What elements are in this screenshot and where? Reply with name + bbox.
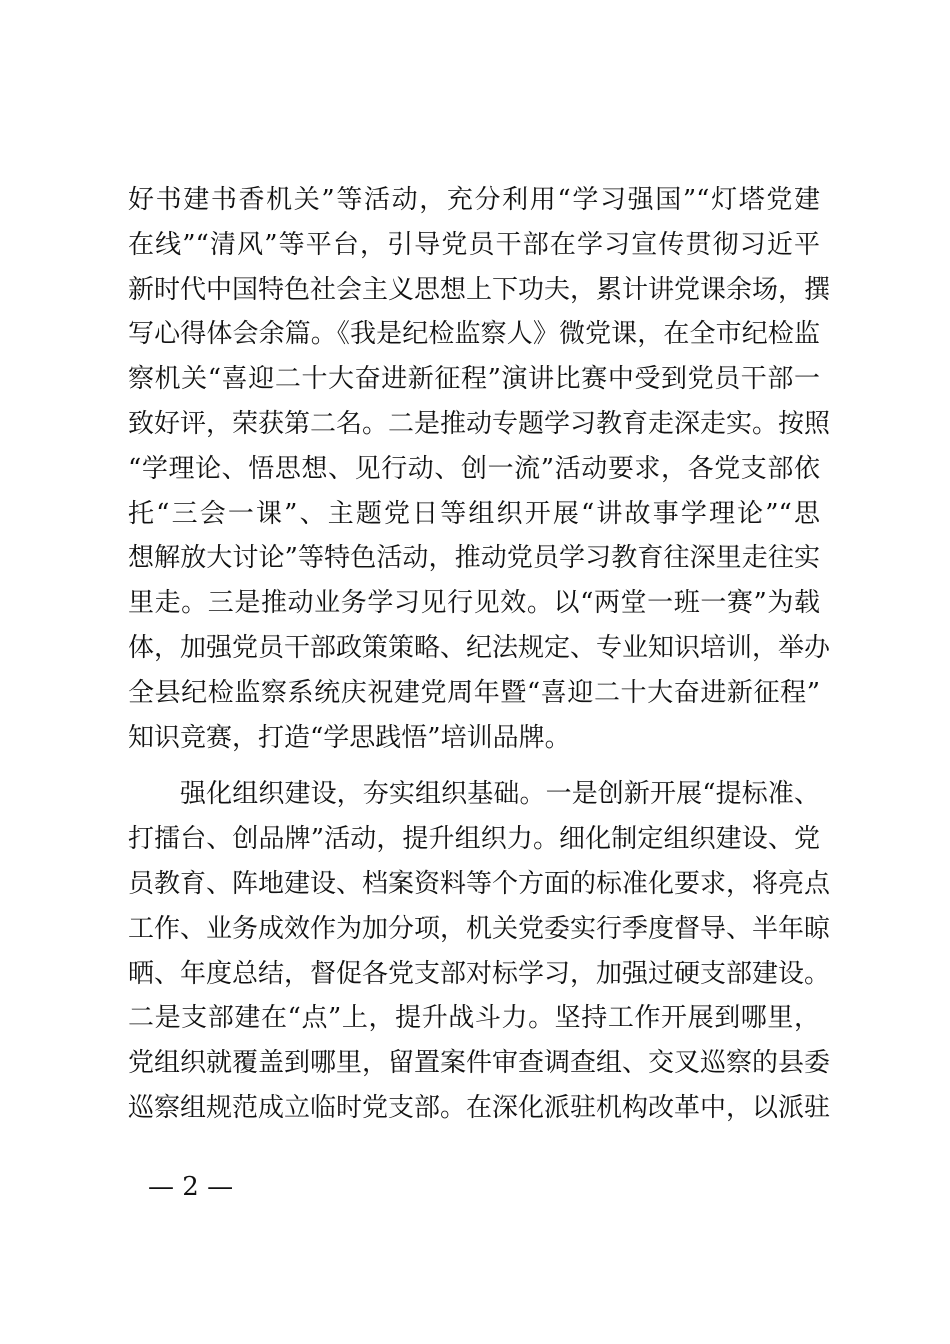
text-line: 强化组织建设，夯实组织基础。一是创新开展“提标准、 <box>180 779 820 810</box>
text-line: 巡察组规范成立临时党支部。在深化派驻机构改革中，以派驻 <box>128 1092 831 1123</box>
page-number: — 2 — <box>148 1172 234 1202</box>
text-line: 在线”“清风”等平台，引导党员干部在学习宣传贯彻习近平 <box>128 229 820 260</box>
text-line: 致好评，荣获第二名。二是推动专题学习教育走深走实。按照 <box>128 408 831 439</box>
text-line: 晒、年度总结，督促各党支部对标学习，加强过硬支部建设。 <box>128 958 831 989</box>
text-line: 托“三会一课”、主题党日等组织开展“讲故事学理论”“思 <box>128 498 820 529</box>
text-line: 体，加强党员干部政策策略、纪法规定、专业知识培训，举办 <box>128 632 831 663</box>
text-line: “学理论、悟思想、见行动、创一流”活动要求，各党支部依 <box>128 453 820 484</box>
text-line: 打擂台、创品牌”活动，提升组织力。细化制定组织建设、党 <box>128 824 820 855</box>
paragraph-spacer <box>128 760 820 772</box>
text-line: 好书建书香机关”等活动，充分利用“学习强国”“灯塔党建 <box>128 185 820 215</box>
text-line: 想解放大讨论”等特色活动，推动党员学习教育往深里走往实 <box>128 543 820 574</box>
text-line: 知识竞赛，打造“学思践悟”培训品牌。 <box>128 722 571 753</box>
text-line: 里走。三是推动业务学习见行见效。以“两堂一班一赛”为载 <box>128 588 820 619</box>
paragraph-1 <box>128 178 831 760</box>
text-line: 二是支部建在“点”上，提升战斗力。坚持工作开展到哪里， <box>128 1003 820 1034</box>
text-line: 工作、业务成效作为加分项，机关党委实行季度督导、半年晾 <box>128 913 831 944</box>
text-line: 察机关“喜迎二十大奋进新征程”演讲比赛中受到党员干部一 <box>128 364 820 395</box>
text-line: 员教育、阵地建设、档案资料等个方面的标准化要求，将亮点 <box>128 868 831 899</box>
text-line: 党组织就覆盖到哪里，留置案件审查调查组、交叉巡察的县委 <box>128 1048 831 1079</box>
text-line: 写心得体会余篇。《我是纪检监察人》微党课，在全市纪检监 <box>128 319 820 350</box>
paragraph-2 <box>128 772 831 1130</box>
text-line: 新时代中国特色社会主义思想上下功夫，累计讲党课余场，撰 <box>128 274 831 305</box>
text-line: 全县纪检监察系统庆祝建党周年暨“喜迎二十大奋进新征程” <box>128 677 820 708</box>
body-text <box>128 178 831 1131</box>
